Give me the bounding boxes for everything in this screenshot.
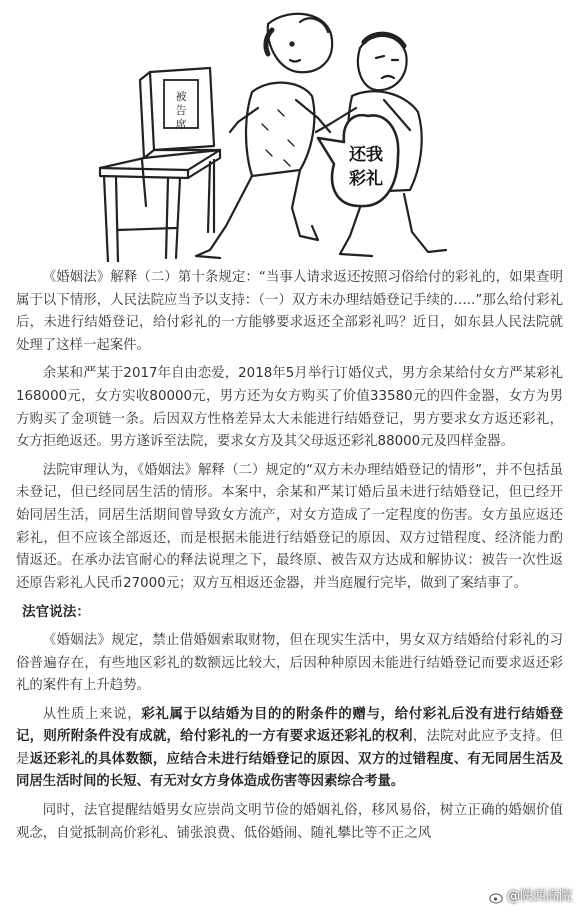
paragraph-court-ruling: 法院审理认为，《婚姻法》解释（二）规定的“双方未办理结婚登记的情形”，并不包括虽未登记，但已经同居生活的情形。本案中，余某和严某订婚后虽未进行结婚登记，但已经开始同居生活，同居生活期间曾导致女方流产，对女方造成了一定程度的伤害。女方虽应返还彩礼，但不应该全部返还，而是根据未能进行结婚登记的原因、双方过错程度、经济能力酌情返还。在承办法官耐心的释法说理之下，最终原、被告双方达成和解协议：被告一次性返还原告彩礼人民币27000元；双方互相返还金器，并当庭履行完毕，做到了案结事了。	[16, 462, 563, 591]
chair-label-tag	[164, 80, 198, 131]
cartoon-illustration	[0, 0, 578, 262]
defendant-chair	[100, 68, 220, 262]
speech-line-2: 彩礼	[349, 169, 383, 189]
paragraph-judge-reminder: 同时，法官提醒结婚男女应崇尚文明节俭的婚姻礼俗，移风易俗，树立正确的婚姻价值观念，自觉抵制高价彩礼、铺张浪费、低俗婚闹、随礼攀比等不正之风	[16, 803, 563, 841]
text-segment: ，法院对此应予支持。但是	[16, 729, 564, 767]
paragraph-law-context: 《婚姻法》规定，禁止借婚姻索取财物，但在现实生活中，男女双方结婚给付彩礼的习俗普遍存在，有些地区彩礼的数额远比较大，后因种种原因未能进行结婚登记而要求返还彩礼的案件有上升趋势。	[16, 632, 563, 694]
paragraph-case-facts: 余某和严某于2017年自由恋爱，2018年5月举行订婚仪式，男方余某给付女方严某彩礼168000元，女方实收80000元，男方还为女方购买了价值33580元的四件金器，女方为男方购买了金项链一条。后因双方性格差异太大未能进行结婚登记，男方要求女方返还彩礼，女方拒绝返还。男方遂诉至法院，要求女方及其父母返还彩礼88000元及四样金器。	[16, 366, 563, 450]
article-body	[16, 267, 563, 851]
bold-segment: 彩礼属于以结婚为目的的附条件的赠与，给付彩礼后没有进行结婚登记，则所附条件没有成就，给付彩礼的一方有要求返还彩礼的权利	[16, 706, 563, 745]
bold-segment: 返还彩礼的具体数额，应结合未进行结婚登记的原因、双方的过错程度、有无同居生活及同居生活时间的长短、有无对女方身体造成伤害等因素综合考量。	[16, 751, 564, 790]
watermark-text: @陕西高院	[506, 889, 572, 904]
paragraph-intro: 《婚姻法》解释（二）第十条规定：“当事人请求返还按照习俗给付的彩礼的，如果查明属于以下情形，人民法院应当予以支持：（一）双方未办理结婚登记手续的…..”那么给付彩礼后，未进行结婚登记，给付彩礼的一方能够要求返还全部彩礼吗？近日，如东县人民法院就处理了这样一起案件。	[16, 270, 563, 353]
section-heading: 法官说法：	[22, 604, 90, 621]
paragraph-legal-nature	[16, 704, 563, 794]
speech-line-1: 还我	[349, 145, 383, 165]
woman-figure	[196, 14, 332, 258]
chair-label: 被告席	[175, 90, 187, 131]
text-segment: 从性质上来说，	[42, 706, 142, 722]
source-watermark	[489, 889, 572, 905]
weibo-logo-icon	[489, 890, 505, 904]
